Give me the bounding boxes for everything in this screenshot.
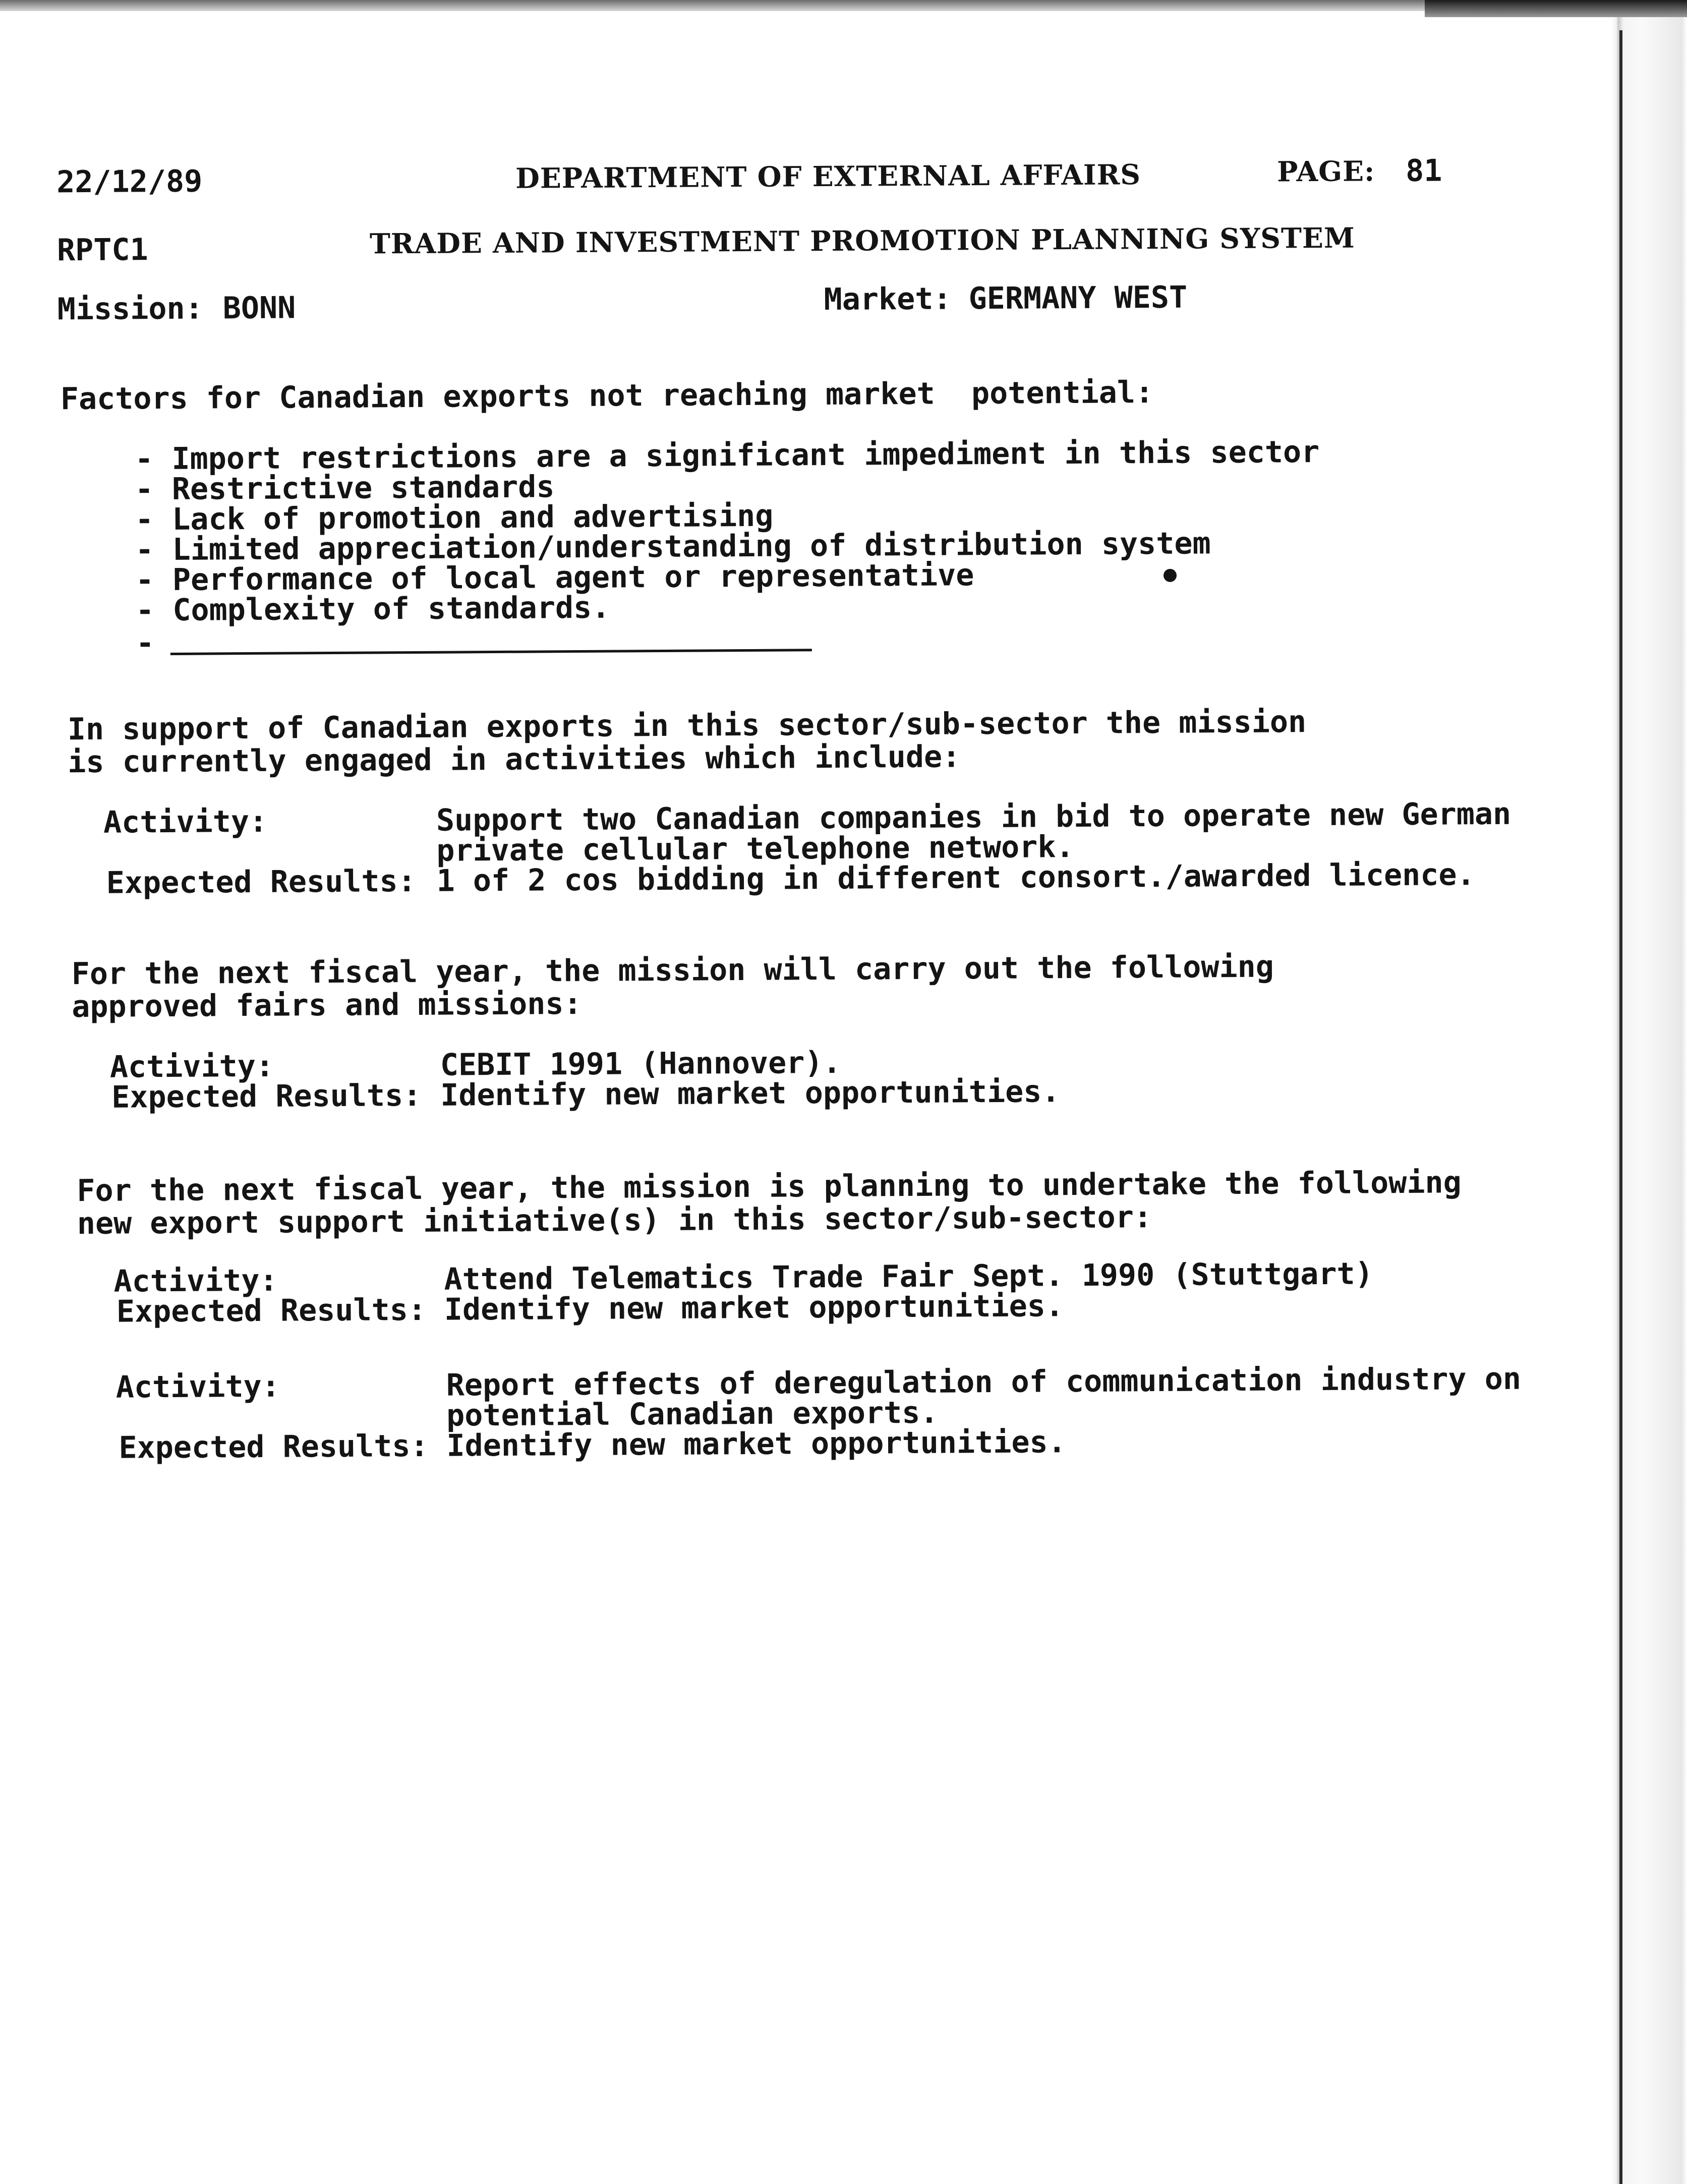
factors-heading: Factors for Canadian exports not reaching market potential: [60,375,1154,417]
factor-item: Lack of promotion and advertising [172,498,774,537]
activity-text: private cellular telephone network. [436,829,1074,869]
mission-label: Mission: [57,291,203,327]
blank-factor-line [170,649,812,655]
page-label: PAGE: [1276,154,1375,188]
activity-text: Report effects of deregulation of communication industry on [446,1361,1522,1403]
activity-label: Activity: [113,1262,278,1299]
page-number: 81 [1405,153,1442,189]
report-date: 22/12/89 [56,163,203,200]
new-initiatives-intro: For the next fiscal year, the mission is planning to undertake the following [77,1165,1462,1209]
activity-label: Activity: [109,1048,274,1085]
approved-fairs-intro: approved fairs and missions: [71,986,582,1025]
factor-dash: - [136,593,154,628]
approved-fairs-intro: For the next fiscal year, the mission will carry out the following [71,949,1274,992]
activity-label: Activity: [103,803,268,840]
stray-dot-mark [1164,569,1177,582]
activity-label: Activity: [115,1368,280,1405]
factor-item: Performance of local agent or representative [172,557,974,598]
expected-results-text: Identify new market opportunities. [446,1424,1066,1464]
expected-results-text: Identify new market opportunities. [444,1288,1064,1328]
factor-item: Restrictive standards [171,469,555,507]
expected-results-label: Expected Results: [116,1292,427,1330]
current-activities-intro: is currently engaged in activities which include: [68,739,961,780]
factor-item: Complexity of standards. [172,590,610,628]
activity-text: Attend Telematics Trade Fair Sept. 1990 (Stuttgart) [444,1256,1373,1297]
factor-dash: - [135,472,154,507]
department-title: DEPARTMENT OF EXTERNAL AFFAIRS [515,158,1141,195]
activity-text: Support two Canadian companies in bid to operate new German [436,796,1511,838]
factor-item: Import restrictions are a significant impediment in this sector [171,434,1320,477]
mission-value: BONN [222,290,296,326]
factor-dash: - [135,502,154,538]
system-title: TRADE AND INVESTMENT PROMOTION PLANNING SYSTEM [369,221,1355,260]
scan-right-edge [1611,17,1687,2184]
activity-text: CEBIT 1991 (Hannover). [440,1045,841,1083]
expected-results-text: Identify new market opportunities. [440,1074,1060,1113]
factor-dash: - [135,441,153,477]
expected-results-label: Expected Results: [111,1077,422,1115]
expected-results-label: Expected Results: [119,1428,429,1466]
market-value: GERMANY WEST [968,279,1188,317]
factor-dash: - [136,625,155,661]
activity-text: potential Canadian exports. [446,1395,939,1433]
current-activities-intro: In support of Canadian exports in this sector/sub-sector the mission [67,704,1307,748]
report-code: RPTC1 [56,232,148,268]
factor-dash: - [135,562,154,598]
factor-dash: - [135,532,154,568]
new-initiatives-intro: new export support initiative(s) in this sector/sub-sector: [77,1199,1152,1242]
market-label: Market: [824,281,952,318]
expected-results-label: Expected Results: [106,863,416,901]
factor-item: Limited appreciation/understanding of distribution system [172,526,1211,567]
expected-results-text: 1 of 2 cos bidding in different consort./awarded licence. [436,857,1475,899]
scan-right-edge-line [1619,30,1622,2184]
